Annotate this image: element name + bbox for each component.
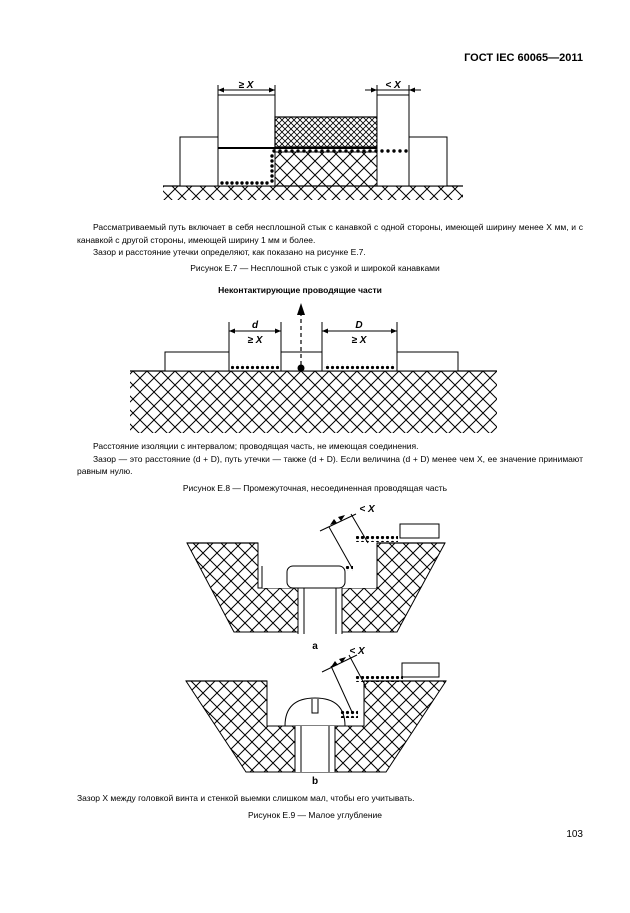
fig9-text: Зазор X между головкой винта и стенкой выемки слишком мал, чтобы его учитывать. [77,793,415,803]
fig7-text-2: Зазор и расстояние утечки определяют, как показано на рисунке Е.7. [93,247,366,257]
fig8-text-1: Расстояние изоляции с интервалом; проводящая часть, не имеющая соединения. [93,441,419,451]
figure-e7-diagram [0,70,630,200]
fig7-text-1: Рассматриваемый путь включает в себя несплошной стык с канавкой с одной стороны, имеющей ширину менее X мм, и с канавкой с другой стороны, имеющей ширину 1 мм и более. [77,222,583,245]
page-number: 103 [566,829,583,840]
dim-d-condition: ≥ X [247,335,263,346]
fig8-description [77,440,583,478]
fig9a-sublabel: a [312,641,318,650]
base-hatch [163,186,463,200]
figure-e9b-diagram [0,640,630,790]
fig9b-dim-label: < X [349,646,365,657]
floating-part [298,365,305,372]
fig8-caption: Рисунок Е.8 — Промежуточная, несоединенная проводящая часть [182,483,448,493]
fig9-description [77,792,583,805]
figure-e8-diagram [0,282,630,437]
creepage-path-dots [356,536,398,542]
dim-right-label: < X [385,80,401,91]
dim-D-condition: ≥ X [351,335,367,346]
dim-D-label: D [355,320,363,331]
fig8-text-2: Зазор — это расстояние (d + D), путь утечки — также (d + D). Если величина (d + D) менее чем X, ее значение принимают равным нулю. [77,453,583,476]
dim-left-label: ≥ X [238,80,254,91]
fig8-title: Неконтактирующие проводящие части [218,285,382,295]
fig9-caption: Рисунок Е.9 — Малое углубление [248,810,382,820]
dim-d-label: d [251,320,259,331]
fig9a-dim-label: < X [359,504,375,515]
standard-header: ГОСТ IEC 60065—2011 [464,52,583,64]
fig9b-sublabel: b [311,776,319,787]
fig7-description [77,221,583,259]
figure-e9a-diagram [0,500,630,650]
fig7-caption: Рисунок Е.7 — Несплошной стык с узкой и широкой канавками [190,263,440,273]
